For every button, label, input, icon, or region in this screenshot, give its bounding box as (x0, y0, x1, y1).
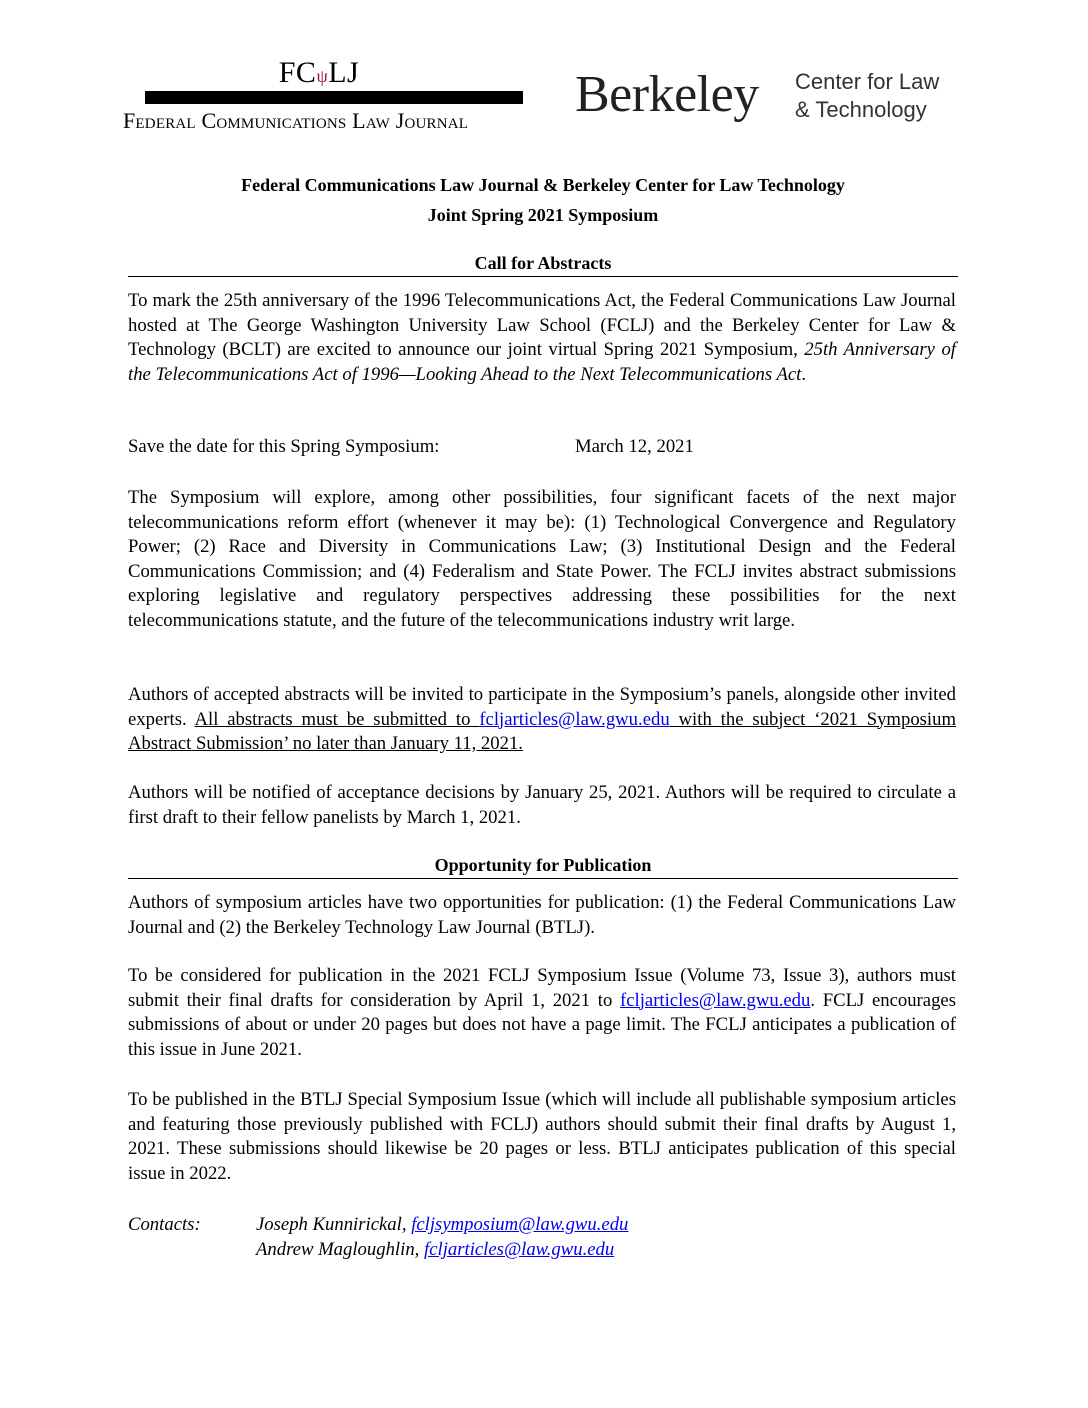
berkeley-center-line2: & Technology (795, 97, 927, 122)
fclj-publication-paragraph (128, 964, 956, 1062)
section-heading-call-for-abstracts: Call for Abstracts (128, 250, 958, 277)
fclj-publication-text: To be considered for publication in the 2021 FCLJ Symposium Issue (Volume 73, Issue 3), authors must submit their final drafts for consideration by April 1, 2021 to (128, 965, 956, 1011)
abstract-email-link[interactable]: fcljarticles@law.gwu.edu (479, 708, 670, 730)
contacts-label: Contacts: (128, 1214, 201, 1235)
final-draft-email-link[interactable]: fcljarticles@law.gwu.edu (620, 989, 811, 1011)
intro-text: To mark the 25th anniversary of the 1996 Telecommunications Act, the Federal Communications Law Journal hosted at The George Washington University Law School (FCLJ) and the Berkeley Center for Law & Technology (BCLT) are excited to announce our joint virtual Spring 2021 Symposium, (128, 290, 956, 360)
fclj-mark-left: FC (278, 56, 317, 89)
berkeley-logo (575, 60, 975, 130)
berkeley-center-line1: Center for Law (795, 69, 940, 94)
contact-row (256, 1212, 628, 1237)
section-heading-publication: Opportunity for Publication (128, 852, 958, 879)
save-date-value: March 12, 2021 (575, 436, 694, 457)
fclj-monogram (123, 58, 515, 88)
intro-paragraph (128, 289, 956, 387)
contact-email-link[interactable]: fcljsymposium@law.gwu.edu (411, 1214, 629, 1235)
fclj-logo-bar (145, 91, 523, 104)
berkeley-wordmark: Berkeley (575, 66, 759, 123)
topics-paragraph: The Symposium will explore, among other possibilities, four significant facets of the next major telecommunications reform effort (whenever it may be): (1) Technological Convergence and Regulatory Power; (2) Race and Diversity in Communications Law; (3) Institutional Design and the Federal Communications Commission; and (4) Federalism and State Power. The FCLJ invites abstract submissions exploring legislative and regulatory perspectives addressing these possibilities for the next telecommunications statute, and the future of the telecommunications industry writ large. (128, 487, 956, 631)
fclj-publication-end: . FCLJ encourages submissions of about or under 20 pages but does not have a page limit. The FCLJ anticipates a publication of this issue in June 2021. (128, 989, 956, 1060)
symposium-title: 25th Anniversary of the Telecommunications Act of 1996—Looking Ahead to the Next Telecommunications Act (128, 339, 956, 385)
fclj-mark-right: LJ (328, 56, 360, 89)
contact-row (256, 1237, 614, 1262)
submission-deadline-part2: with the subject ‘2021 Symposium Abstract Submission’ no later than January 11, 2021. (128, 708, 957, 754)
fclj-logo (123, 56, 515, 133)
title-line-2: Joint Spring 2021 Symposium (427, 205, 659, 225)
berkeley-center-name (795, 68, 939, 124)
publication-options-paragraph: Authors of symposium articles have two opportunities for publication: (1) the Federal Communications Law Journal and (2) the Berkeley Technology Law Journal (BTLJ). (128, 892, 956, 938)
submission-paragraph (128, 683, 956, 757)
submission-deadline-part1: All abstracts must be submitted to (194, 708, 480, 730)
save-date-label: Save the date for this Spring Symposium: (128, 436, 440, 457)
document-title (128, 170, 958, 230)
fclj-mark-accent: ψ (316, 66, 329, 86)
fclj-journal-name: Federal Communications Law Journal (123, 108, 469, 133)
contact-email-link[interactable]: fcljarticles@law.gwu.edu (424, 1239, 615, 1260)
contact-name: Andrew Magloughlin, (256, 1239, 425, 1260)
title-line-1: Federal Communications Law Journal & Berkeley Center for Law Technology (241, 175, 845, 195)
submission-text: Authors of accepted abstracts will be invited to participate in the Symposium’s panels, alongside other invited experts. (128, 684, 956, 730)
contact-name: Joseph Kunnirickal, (256, 1214, 412, 1235)
notification-paragraph: Authors will be notified of acceptance decisions by January 25, 2021. Authors will be required to circulate a first draft to their fellow panelists by March 1, 2021. (128, 782, 956, 828)
btlj-publication-paragraph: To be published in the BTLJ Special Symposium Issue (which will include all publishable symposium articles and featuring those previously published with FCLJ) authors should submit their final drafts by August 1, 2021. These submissions should likewise be 20 pages or less. BTLJ anticipates publication of this special issue in 2022. (128, 1089, 956, 1184)
intro-end: . (801, 363, 807, 385)
